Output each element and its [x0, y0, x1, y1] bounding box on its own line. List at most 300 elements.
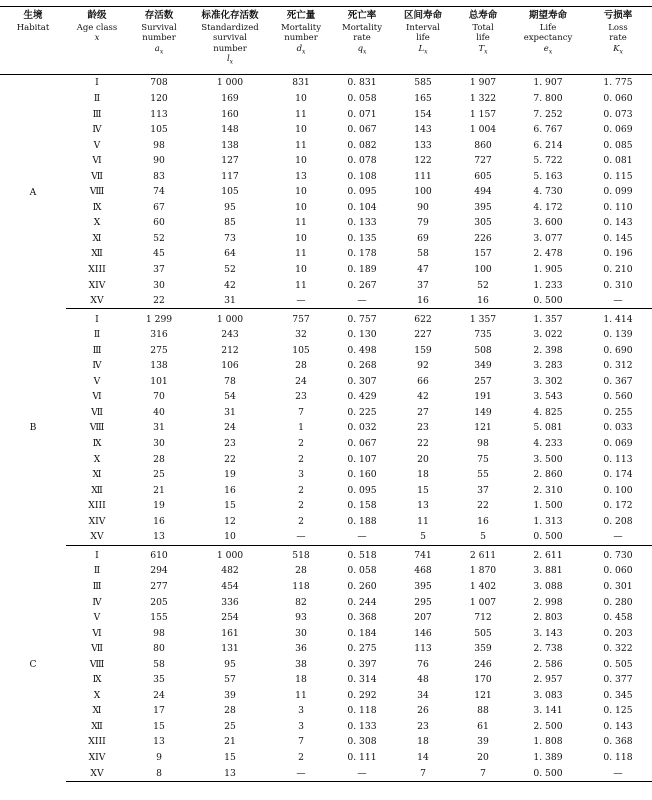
- value-cell: 2. 860: [533, 469, 563, 481]
- value-cell: 90: [417, 201, 429, 213]
- value-cell: 80: [153, 643, 165, 655]
- value-cell: —: [332, 765, 392, 781]
- value-cell: —: [584, 765, 652, 781]
- value-cell: 7: [298, 406, 304, 418]
- value-cell: 0. 125: [603, 705, 633, 717]
- value-cell: 101: [150, 375, 168, 387]
- table-row: [0, 405, 652, 421]
- header-en: Loss: [608, 22, 628, 33]
- value-cell: 57: [224, 674, 236, 686]
- value-cell: 105: [221, 186, 239, 198]
- age-class-cell: XIV: [88, 751, 106, 763]
- value-cell: 37: [153, 264, 165, 276]
- value-cell: 3. 022: [533, 329, 563, 341]
- age-class-cell: Ⅸ: [92, 674, 102, 686]
- value-cell: 1. 907: [533, 77, 563, 89]
- header-en: number: [142, 33, 176, 43]
- age-class-cell: XV: [66, 293, 128, 309]
- age-class-cell: Ⅳ: [92, 360, 102, 372]
- value-cell: 31: [190, 293, 270, 309]
- table-row: [0, 656, 652, 672]
- table-row: [0, 122, 652, 138]
- age-class-cell: XIII: [88, 500, 106, 512]
- value-cell: 28: [295, 360, 307, 372]
- value-cell: 23: [224, 438, 236, 450]
- value-cell: 19: [224, 469, 236, 481]
- value-cell: 1 007: [469, 596, 497, 608]
- value-cell: 31: [224, 406, 236, 418]
- value-cell: 1 357: [469, 313, 497, 325]
- column-header: [270, 7, 332, 75]
- value-cell: 6. 767: [533, 124, 563, 136]
- value-cell: 0. 757: [347, 313, 377, 325]
- value-cell: —: [332, 529, 392, 545]
- value-cell: 24: [153, 689, 165, 701]
- value-cell: 2. 586: [533, 658, 563, 670]
- value-cell: 70: [153, 391, 165, 403]
- value-cell: 24: [295, 375, 307, 387]
- value-cell: 22: [477, 500, 489, 512]
- age-class-cell: Ⅵ: [92, 627, 102, 639]
- value-cell: 121: [474, 689, 492, 701]
- value-cell: 212: [221, 344, 239, 356]
- value-cell: 117: [221, 170, 239, 182]
- value-cell: 39: [224, 689, 236, 701]
- value-cell: 3. 302: [533, 375, 563, 387]
- age-class-cell: Ⅳ: [92, 596, 102, 608]
- value-cell: 0. 085: [603, 139, 633, 151]
- value-cell: 0. 113: [603, 453, 633, 465]
- age-class-cell: Ⅰ: [95, 77, 99, 89]
- value-cell: 0. 188: [347, 515, 377, 527]
- table-row: [0, 389, 652, 405]
- value-cell: 11: [417, 515, 429, 527]
- value-cell: 45: [153, 248, 165, 260]
- table-body: [0, 75, 652, 782]
- value-cell: 25: [153, 469, 165, 481]
- value-cell: —: [270, 529, 332, 545]
- value-cell: 0. 145: [603, 232, 633, 244]
- value-cell: 0. 100: [603, 484, 633, 496]
- value-cell: 0. 058: [347, 565, 377, 577]
- value-cell: 146: [414, 627, 432, 639]
- value-cell: 66: [417, 375, 429, 387]
- table-row: [0, 467, 652, 483]
- value-cell: 0. 225: [347, 406, 377, 418]
- value-cell: 10: [295, 186, 307, 198]
- value-cell: 494: [474, 186, 492, 198]
- header-symbol: [66, 33, 128, 44]
- habitat-cell: C: [29, 658, 37, 670]
- header-en: Standardized: [201, 22, 259, 33]
- age-class-cell: XV: [66, 529, 128, 545]
- value-cell: 73: [224, 232, 236, 244]
- value-cell: 205: [150, 596, 168, 608]
- header-symbol-letter: d: [296, 43, 303, 54]
- value-cell: 2. 998: [533, 596, 563, 608]
- table-row: [0, 514, 652, 530]
- value-cell: 1 870: [469, 565, 497, 577]
- table-row: [0, 309, 652, 327]
- age-class-cell: XIII: [88, 736, 106, 748]
- table-row: [0, 277, 652, 293]
- value-cell: 127: [221, 155, 239, 167]
- header-symbol-letter: e: [543, 43, 549, 54]
- value-cell: 0. 429: [347, 391, 377, 403]
- value-cell: 1. 313: [533, 515, 563, 527]
- value-cell: —: [270, 765, 332, 781]
- value-cell: 28: [295, 565, 307, 577]
- header-symbol-letter: L: [418, 43, 425, 54]
- value-cell: 860: [474, 139, 492, 151]
- value-cell: 0. 505: [603, 658, 633, 670]
- value-cell: 105: [292, 344, 310, 356]
- value-cell: 0. 267: [347, 279, 377, 291]
- value-cell: 42: [417, 391, 429, 403]
- value-cell: 0. 073: [603, 108, 633, 120]
- value-cell: 32: [295, 329, 307, 341]
- value-cell: 30: [153, 438, 165, 450]
- value-cell: 9: [156, 751, 162, 763]
- header-zh: 死亡率: [347, 10, 377, 21]
- age-class-cell: Ⅲ: [92, 344, 102, 356]
- header-en: number: [284, 33, 318, 43]
- value-cell: 47: [417, 264, 429, 276]
- value-cell: 30: [153, 279, 165, 291]
- age-class-cell: Ⅸ: [92, 438, 102, 450]
- value-cell: 1. 775: [603, 77, 633, 89]
- value-cell: 0. 069: [603, 124, 633, 136]
- value-cell: 3. 143: [533, 627, 563, 639]
- value-cell: 67: [153, 201, 165, 213]
- value-cell: 82: [295, 596, 307, 608]
- age-class-cell: Ⅻ: [91, 720, 103, 732]
- habitat-cell: B: [29, 422, 37, 434]
- header-en: number: [213, 43, 247, 54]
- value-cell: 58: [417, 248, 429, 260]
- value-cell: 0. 498: [347, 344, 377, 356]
- value-cell: 4. 172: [533, 201, 563, 213]
- value-cell: 6. 214: [533, 139, 563, 151]
- value-cell: 1: [298, 422, 304, 434]
- value-cell: 31: [153, 422, 165, 434]
- header-en: survival: [212, 33, 247, 43]
- table-row: [0, 327, 652, 343]
- value-cell: 0. 500: [512, 529, 584, 545]
- value-cell: 0. 345: [603, 689, 633, 701]
- value-cell: 0. 078: [347, 155, 377, 167]
- age-class-cell: Ⅲ: [92, 580, 102, 592]
- value-cell: 2 611: [469, 549, 497, 561]
- value-cell: 395: [414, 580, 432, 592]
- header-symbol: [190, 54, 270, 68]
- value-cell: 2. 738: [533, 643, 563, 655]
- value-cell: 0. 690: [603, 344, 633, 356]
- age-class-cell: Ⅷ: [89, 186, 105, 198]
- table-row: [0, 545, 652, 563]
- value-cell: 48: [417, 674, 429, 686]
- value-cell: 20: [417, 453, 429, 465]
- header-en: rate: [609, 33, 627, 43]
- value-cell: 16: [224, 484, 236, 496]
- value-cell: 2: [298, 453, 304, 465]
- value-cell: 0. 308: [347, 736, 377, 748]
- value-cell: 610: [150, 549, 168, 561]
- value-cell: 0. 312: [603, 360, 633, 372]
- age-class-cell: Ⅱ: [93, 329, 101, 341]
- age-class-cell: Ⅳ: [92, 124, 102, 136]
- value-cell: 3: [298, 720, 304, 732]
- age-class-cell: Ⅴ: [93, 612, 101, 624]
- value-cell: 735: [474, 329, 492, 341]
- table-row: [0, 436, 652, 452]
- habitat-cell: A: [29, 186, 37, 198]
- value-cell: 0. 367: [603, 375, 633, 387]
- value-cell: 90: [153, 155, 165, 167]
- table-header: [0, 7, 652, 75]
- value-cell: 88: [477, 705, 489, 717]
- header-en: rate: [353, 33, 371, 43]
- table-row: [0, 184, 652, 200]
- value-cell: 0. 255: [603, 406, 633, 418]
- header-symbol: [392, 44, 454, 58]
- value-cell: 0. 095: [347, 484, 377, 496]
- value-cell: 11: [295, 217, 307, 229]
- value-cell: 58: [153, 658, 165, 670]
- value-cell: 10: [295, 232, 307, 244]
- header-en: life: [416, 33, 430, 43]
- header-zh: 总寿命: [468, 10, 498, 21]
- value-cell: 61: [477, 720, 489, 732]
- header-zh: 存活数: [144, 10, 174, 21]
- column-header: [66, 7, 128, 75]
- value-cell: 277: [150, 580, 168, 592]
- value-cell: 0. 133: [347, 217, 377, 229]
- value-cell: 3. 088: [533, 580, 563, 592]
- value-cell: 1. 233: [533, 279, 563, 291]
- value-cell: 13: [128, 529, 190, 545]
- value-cell: 257: [474, 375, 492, 387]
- value-cell: 26: [417, 705, 429, 717]
- value-cell: 122: [414, 155, 432, 167]
- value-cell: 75: [477, 453, 489, 465]
- value-cell: 0. 071: [347, 108, 377, 120]
- header-symbol: [270, 44, 332, 58]
- value-cell: 118: [292, 580, 310, 592]
- value-cell: 0. 174: [603, 469, 633, 481]
- value-cell: 15: [224, 500, 236, 512]
- value-cell: 76: [417, 658, 429, 670]
- value-cell: 0. 067: [347, 124, 377, 136]
- value-cell: 508: [474, 344, 492, 356]
- value-cell: 1 000: [216, 77, 244, 89]
- value-cell: 1 402: [469, 580, 497, 592]
- age-class-cell: Ⅹ: [93, 217, 101, 229]
- value-cell: 15: [417, 484, 429, 496]
- table-row: [0, 358, 652, 374]
- value-cell: 39: [477, 736, 489, 748]
- value-cell: 4. 233: [533, 438, 563, 450]
- header-symbol-letter: q: [357, 43, 364, 54]
- value-cell: 0. 160: [347, 469, 377, 481]
- value-cell: 395: [474, 201, 492, 213]
- value-cell: 336: [221, 596, 239, 608]
- value-cell: 11: [295, 689, 307, 701]
- header-zh: 标准化存活数: [201, 10, 259, 21]
- age-class-cell: Ⅰ: [95, 549, 99, 561]
- value-cell: 227: [414, 329, 432, 341]
- header-symbol: [128, 44, 190, 58]
- column-header: [190, 7, 270, 75]
- value-cell: 0. 310: [603, 279, 633, 291]
- value-cell: 69: [417, 232, 429, 244]
- value-cell: 15: [153, 720, 165, 732]
- header-symbol-letter: l: [226, 54, 230, 64]
- age-class-cell: Ⅱ: [93, 93, 101, 104]
- value-cell: 15: [224, 751, 236, 763]
- age-class-cell: Ⅴ: [93, 375, 101, 387]
- value-cell: 254: [221, 612, 239, 624]
- value-cell: 0. 118: [603, 751, 633, 763]
- value-cell: 0. 099: [603, 186, 633, 198]
- value-cell: 25: [224, 720, 236, 732]
- value-cell: 708: [150, 77, 168, 89]
- value-cell: 0. 210: [603, 264, 633, 276]
- value-cell: 92: [417, 360, 429, 372]
- header-symbol: [454, 44, 512, 58]
- table-row: [0, 641, 652, 657]
- value-cell: 11: [295, 279, 307, 291]
- value-cell: 42: [224, 279, 236, 291]
- value-cell: 4. 825: [533, 406, 563, 418]
- value-cell: 10: [295, 201, 307, 213]
- value-cell: 3. 543: [533, 391, 563, 403]
- value-cell: 111: [414, 170, 432, 182]
- value-cell: 13: [417, 500, 429, 512]
- value-cell: 38: [295, 658, 307, 670]
- value-cell: 349: [474, 360, 492, 372]
- value-cell: 10: [190, 529, 270, 545]
- value-cell: 138: [150, 360, 168, 372]
- value-cell: 98: [477, 438, 489, 450]
- value-cell: 0. 560: [603, 391, 633, 403]
- table-row: [0, 610, 652, 626]
- value-cell: 0. 368: [347, 612, 377, 624]
- header-symbol-subscript: x: [619, 48, 623, 56]
- value-cell: 52: [224, 264, 236, 276]
- value-cell: 13: [153, 736, 165, 748]
- value-cell: 52: [153, 232, 165, 244]
- value-cell: 98: [153, 139, 165, 151]
- age-class-cell: Ⅻ: [91, 248, 103, 260]
- value-cell: 3: [298, 705, 304, 717]
- age-class-cell: Ⅺ: [92, 469, 102, 481]
- table-row: [0, 137, 652, 153]
- table-row: [0, 246, 652, 262]
- value-cell: 2: [298, 515, 304, 527]
- value-cell: 0. 189: [347, 264, 377, 276]
- value-cell: 0. 060: [603, 565, 633, 577]
- table-row: [0, 75, 652, 91]
- value-cell: 226: [474, 232, 492, 244]
- value-cell: 23: [417, 422, 429, 434]
- value-cell: 37: [417, 279, 429, 291]
- table-row: [0, 168, 652, 184]
- header-en: Age class: [76, 22, 118, 33]
- value-cell: 1 322: [469, 93, 497, 104]
- age-class-cell: Ⅵ: [92, 155, 102, 167]
- value-cell: 0. 280: [603, 596, 633, 608]
- value-cell: 28: [224, 705, 236, 717]
- value-cell: 0. 322: [603, 643, 633, 655]
- value-cell: 12: [224, 515, 236, 527]
- value-cell: 16: [477, 515, 489, 527]
- age-class-cell: Ⅷ: [89, 658, 105, 670]
- table-row: [0, 688, 652, 704]
- value-cell: 3. 881: [533, 565, 563, 577]
- value-cell: 0. 292: [347, 689, 377, 701]
- value-cell: 2: [298, 484, 304, 496]
- value-cell: 305: [474, 217, 492, 229]
- value-cell: 120: [150, 93, 168, 104]
- age-class-cell: Ⅶ: [91, 643, 103, 655]
- value-cell: 1 299: [145, 313, 173, 325]
- value-cell: 11: [295, 108, 307, 120]
- value-cell: 52: [477, 279, 489, 291]
- value-cell: 712: [474, 612, 492, 624]
- header-symbol: [512, 44, 584, 58]
- value-cell: 27: [417, 406, 429, 418]
- value-cell: 0. 397: [347, 658, 377, 670]
- value-cell: 10: [295, 124, 307, 136]
- age-class-cell: XIV: [88, 515, 106, 527]
- value-cell: 727: [474, 155, 492, 167]
- header-zh: 期望寿命: [528, 10, 567, 21]
- age-class-cell: Ⅵ: [92, 391, 102, 403]
- value-cell: 2. 500: [533, 720, 563, 732]
- header-symbol-letter: x: [94, 33, 100, 43]
- value-cell: 5: [392, 529, 454, 545]
- header-symbol-letter: T: [478, 43, 485, 54]
- value-cell: 0. 458: [603, 612, 633, 624]
- table-row: [0, 420, 652, 436]
- value-cell: 2: [298, 500, 304, 512]
- value-cell: 757: [292, 313, 310, 325]
- value-cell: 3. 141: [533, 705, 563, 717]
- value-cell: 19: [153, 500, 165, 512]
- header-en: Survival: [141, 22, 177, 33]
- column-header: [584, 7, 652, 75]
- header-zh: 死亡量: [286, 10, 316, 21]
- value-cell: 5. 163: [533, 170, 563, 182]
- header-symbol-subscript: x: [363, 48, 367, 56]
- header-en: Mortality: [341, 22, 383, 33]
- value-cell: 138: [221, 139, 239, 151]
- header-en: Habitat: [16, 22, 50, 33]
- value-cell: 149: [474, 406, 492, 418]
- value-cell: 13: [295, 170, 307, 182]
- value-cell: 3. 083: [533, 689, 563, 701]
- value-cell: 0. 082: [347, 139, 377, 151]
- value-cell: 3. 283: [533, 360, 563, 372]
- value-cell: 5: [454, 529, 512, 545]
- age-class-cell: Ⅷ: [89, 422, 105, 434]
- table-row: [0, 153, 652, 169]
- value-cell: 5. 722: [533, 155, 563, 167]
- value-cell: 0. 307: [347, 375, 377, 387]
- value-cell: 165: [414, 93, 432, 104]
- header-symbol-letter: a: [154, 43, 160, 54]
